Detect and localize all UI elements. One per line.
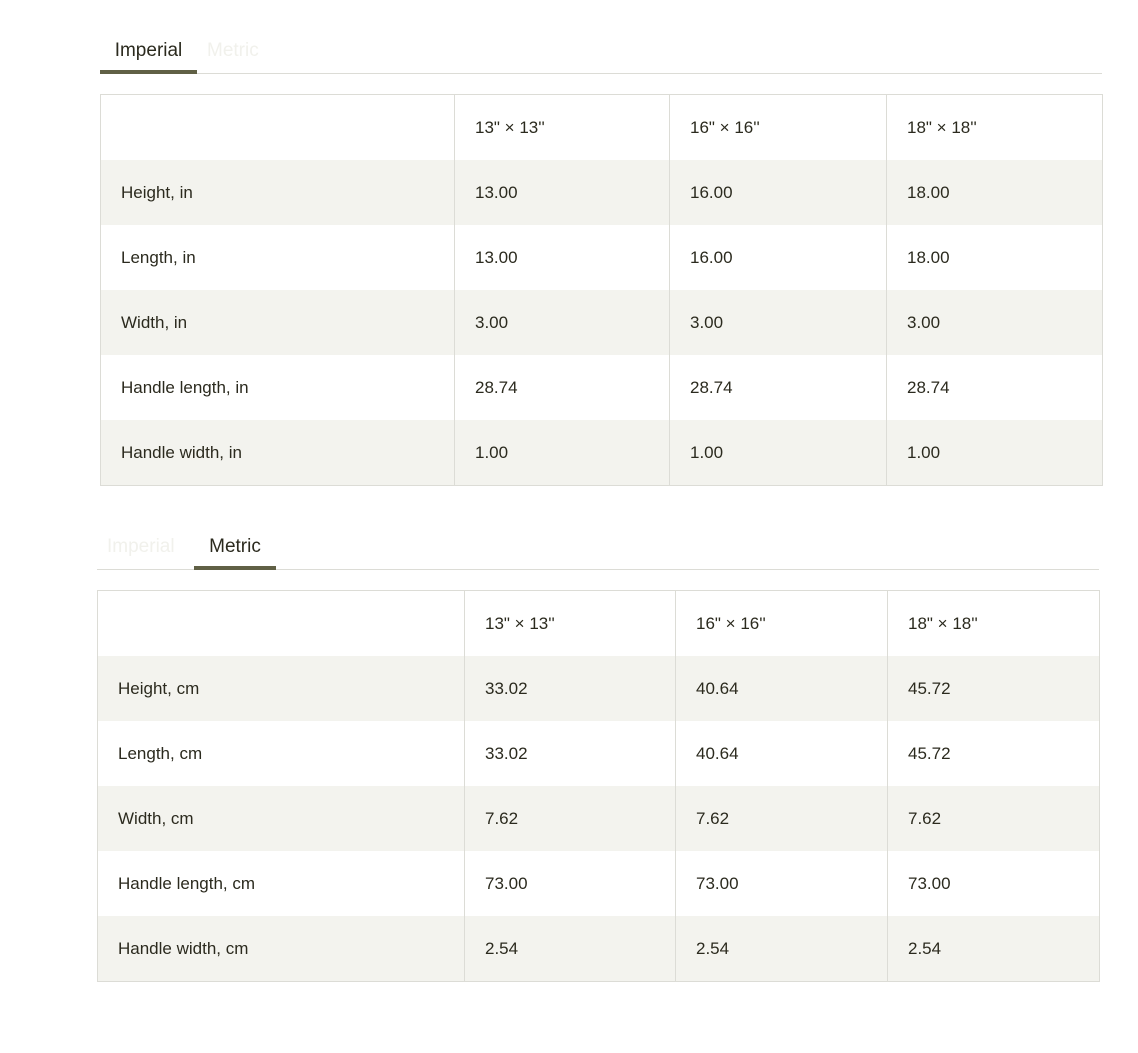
table-cell: 13.00 [455,160,670,225]
table-cell: 45.72 [888,656,1100,721]
column-header: 13" × 13'' [455,95,670,161]
table-header-row [101,95,1103,161]
tab-metric[interactable]: Metric [207,40,259,61]
tab-imperial[interactable]: Imperial [107,536,175,557]
tab-metric[interactable]: Metric [194,528,276,568]
table-cell: 73.00 [888,851,1100,916]
row-label: Handle width, cm [98,916,465,982]
table-cell: 3.00 [455,290,670,355]
table-cell: 18.00 [887,160,1103,225]
table-row [101,355,1103,420]
table-row [98,721,1100,786]
table-cell: 45.72 [888,721,1100,786]
column-header: 18" × 18'' [888,591,1100,657]
table-cell: 7.62 [465,786,676,851]
table-cell: 2.54 [888,916,1100,982]
table-cell: 28.74 [670,355,887,420]
table-corner-cell [101,95,455,161]
table-cell: 73.00 [676,851,888,916]
table-row [98,786,1100,851]
metric-size-chart [97,528,1099,958]
table-cell: 40.64 [676,721,888,786]
column-header: 16" × 16'' [676,591,888,657]
table-cell: 73.00 [465,851,676,916]
size-table [97,590,1100,982]
table-row [98,916,1100,982]
row-label: Height, cm [98,656,465,721]
table-cell: 1.00 [670,420,887,486]
row-label: Length, cm [118,743,203,763]
table-row [101,420,1103,486]
imperial-size-chart [100,32,1102,462]
row-label: Width, in [101,290,455,355]
row-label: Height, in [101,160,455,225]
row-label: Length, in [121,247,196,267]
table-cell: 3.00 [670,290,887,355]
table-corner-cell [98,591,465,657]
table-cell: 33.02 [465,656,676,721]
table-cell: 40.64 [676,656,888,721]
table-cell: 7.62 [676,786,888,851]
table-row [101,290,1103,355]
column-header: 18" × 18'' [887,95,1103,161]
column-header: 13" × 13'' [465,591,676,657]
row-label: Handle length, cm [118,873,256,893]
size-table [100,94,1103,486]
table-cell: 7.62 [888,786,1100,851]
table-cell: 16.00 [670,225,887,290]
unit-tabs [100,32,1102,74]
table-cell: 13.00 [455,225,670,290]
table-cell: 3.00 [887,290,1103,355]
tab-imperial[interactable]: Imperial [100,32,197,72]
table-cell: 1.00 [887,420,1103,486]
table-row [101,225,1103,290]
table-cell: 16.00 [670,160,887,225]
row-label: Width, cm [98,786,465,851]
table-cell: 33.02 [465,721,676,786]
column-header: 16" × 16'' [670,95,887,161]
row-label: Handle width, in [101,420,455,486]
row-label: Handle length, in [121,377,249,397]
table-cell: 18.00 [887,225,1103,290]
table-cell: 1.00 [455,420,670,486]
table-row [101,160,1103,225]
table-header-row [98,591,1100,657]
table-cell: 2.54 [465,916,676,982]
table-cell: 28.74 [455,355,670,420]
table-cell: 2.54 [676,916,888,982]
unit-tabs [97,528,1099,570]
table-cell: 28.74 [887,355,1103,420]
table-row [98,851,1100,916]
table-row [98,656,1100,721]
